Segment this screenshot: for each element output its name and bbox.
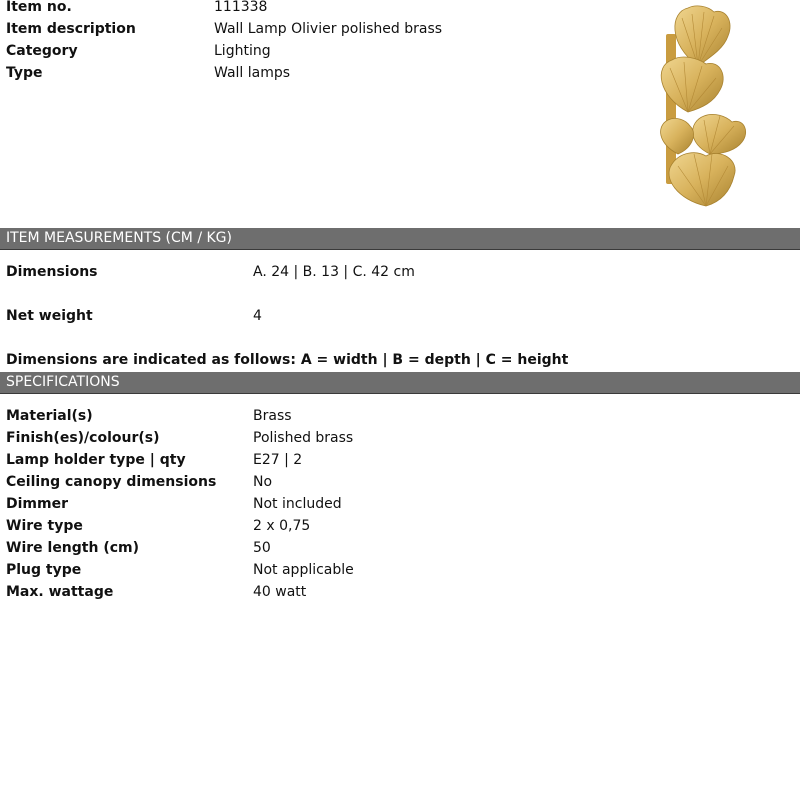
- dimensions-value: A. 24 | B. 13 | C. 42 cm: [253, 264, 415, 280]
- specifications-section-header: [0, 372, 800, 394]
- spec-value: 50: [253, 540, 271, 556]
- spec-label: Wire length (cm): [6, 540, 140, 556]
- ginkgo-leaf-icon: [669, 153, 735, 206]
- spec-label: Ceiling canopy dimensions: [6, 474, 217, 490]
- measurements-section-header: [0, 228, 800, 250]
- item-no-label: Item no.: [6, 0, 72, 15]
- specifications-section-title: SPECIFICATIONS: [6, 374, 120, 390]
- spec-label: Material(s): [6, 408, 93, 424]
- spec-value: E27 | 2: [253, 452, 303, 468]
- spec-label: Plug type: [6, 562, 82, 578]
- item-description-value: Wall Lamp Olivier polished brass: [214, 21, 443, 37]
- dimensions-label: Dimensions: [6, 264, 98, 280]
- dimensions-note: Dimensions are indicated as follows: A = width | B = depth | C = height: [6, 352, 569, 368]
- ginkgo-leaf-icon: [661, 118, 694, 154]
- ginkgo-leaf-icon: [693, 114, 746, 154]
- spec-label: Lamp holder type | qty: [6, 452, 186, 468]
- spec-value: 40 watt: [253, 584, 307, 600]
- spec-label: Dimmer: [6, 496, 68, 512]
- spec-value: 2 x 0,75: [253, 518, 311, 534]
- spec-value: Not included: [253, 496, 342, 512]
- spec-value: No: [253, 474, 273, 490]
- spec-value: Polished brass: [253, 430, 354, 446]
- type-value: Wall lamps: [214, 65, 291, 81]
- spec-label: Wire type: [6, 518, 83, 534]
- spec-value: Brass: [253, 408, 292, 424]
- measurements-section-title: ITEM MEASUREMENTS (CM / KG): [6, 230, 232, 246]
- type-label: Type: [6, 65, 43, 81]
- spec-label: Finish(es)/colour(s): [6, 430, 160, 446]
- category-label: Category: [6, 43, 78, 59]
- spec-value: Not applicable: [253, 562, 354, 578]
- spec-label: Max. wattage: [6, 584, 114, 600]
- item-no-value: 111338: [214, 0, 268, 15]
- item-description-label: Item description: [6, 21, 136, 37]
- net-weight-value: 4: [253, 308, 262, 324]
- net-weight-label: Net weight: [6, 308, 93, 324]
- category-value: Lighting: [214, 43, 271, 59]
- product-image: [648, 4, 752, 210]
